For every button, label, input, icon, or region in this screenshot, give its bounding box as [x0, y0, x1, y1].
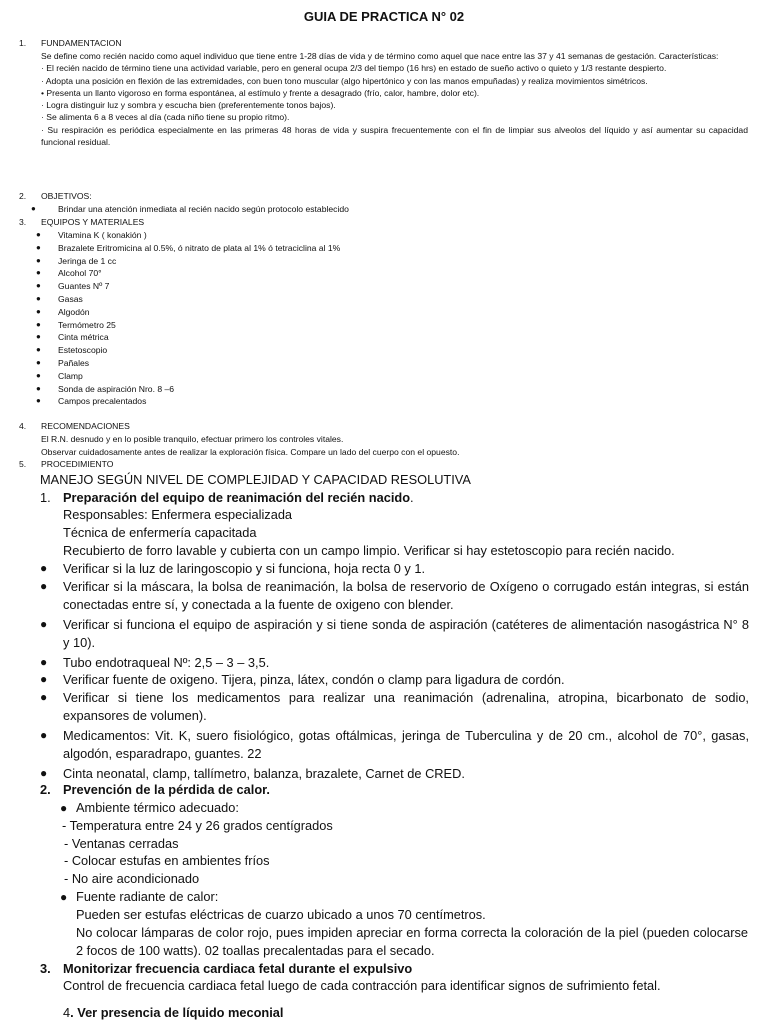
bullet-icon: ● [36, 396, 41, 406]
bullet-icon: ● [31, 204, 36, 213]
material-item: Gasas [58, 294, 83, 304]
bullet-icon: ● [36, 345, 41, 355]
definition-text: Se define como recién nacido como aquel individuo que tiene entre 1-28 días de vida y de término como aquel que nace entre las 37 y 41 semanas de gestación. Características: [41, 51, 719, 61]
bullet-icon: ● [36, 255, 41, 265]
bullet-icon: ● [40, 690, 48, 704]
bullet-icon: ● [36, 230, 41, 239]
material-item: Brazalete Eritromicina al 0.5%, ó nitrato de plata al 1% ó tetraciclina al 1% [58, 242, 341, 253]
bullet-icon: ● [40, 655, 48, 669]
tecnica-line: Técnica de enfermería capacitada [63, 525, 257, 540]
no-ac-line: - No aire acondicionado [64, 871, 200, 886]
item-2-number: 2. [40, 782, 51, 797]
bullet-icon: ● [36, 268, 41, 278]
objective-item: Brindar una atención inmediata al recién nacido según protocolo establecido [58, 204, 349, 214]
bullet-icon: ● [40, 728, 48, 742]
bullet-icon: ● [60, 890, 68, 904]
bullet-icon: ● [60, 801, 68, 815]
bullet-icon: ● [36, 242, 41, 252]
item-1-number: 1. [40, 490, 51, 505]
item-3-text: Control de frecuencia cardiaca fetal luego de cada contracción para identificar signos de sufrimiento fetal. [63, 978, 661, 993]
recommendation-line-1: El R.N. desnudo y en lo posible tranquilo, efectuar primero los controles vitales. [41, 434, 344, 444]
red-lamps-line: No colocar lámparas de color rojo, pues impiden apreciar en forma correcta la coloración de la piel (pueden colocarse 2 focos de 100 watts). 02 toallas precalentadas para el secado. [76, 925, 748, 958]
material-item: Campos precalentados [58, 396, 147, 407]
windows-line: - Ventanas cerradas [64, 836, 179, 851]
bullet-icon: ● [40, 579, 48, 593]
bullet-icon: ● [36, 383, 41, 393]
material-item: Alcohol 70° [58, 268, 102, 279]
page-title: GUIA DE PRACTICA N° 02 [303, 9, 465, 24]
radiant-heat-source: Fuente radiante de calor: [76, 889, 219, 904]
characteristic-cry: • Presenta un llanto vigoroso en forma espontánea, al estímulo y frente a desagrado (frío, calor, hambre, dolor etc). [41, 87, 480, 98]
section-1-heading: FUNDAMENTACION [41, 38, 122, 48]
heaters-line: - Colocar estufas en ambientes fríos [64, 853, 270, 868]
temperature-line: - Temperatura entre 24 y 26 grados centígrados [62, 818, 333, 833]
item-3-title: Monitorizar frecuencia cardiaca fetal durante el expulsivo [63, 961, 413, 976]
medications-list: Medicamentos: Vit. K, suero fisiológico, gotas oftálmicas, jeringa de Tuberculina y de 20 cm., alcohol de 70°, gasas, algodón, esparadrapo, guantes. 22 [63, 728, 749, 761]
section-4-number: 4. [19, 421, 27, 431]
material-item: Jeringa de 1 cc [58, 255, 117, 266]
item-2-title: Prevención de la pérdida de calor. [63, 782, 270, 797]
recubierto-line: Recubierto de forro lavable y cubierta con un campo limpio. Verificar si hay estetoscopio para recién nacido. [63, 543, 675, 558]
section-1-paragraph [41, 50, 748, 148]
characteristic-feeding: · Se alimenta 6 a 8 veces al día (cada niño tiene su propio ritmo). [41, 112, 290, 123]
check-aspiration: Verificar si funciona el equipo de aspiración y si tiene sonda de aspiración (catéteres de alimentación nasogástrica N° 8 y 10). [63, 617, 749, 650]
bullet-icon: ● [40, 617, 48, 631]
material-item: Termómetro 25 [58, 319, 116, 330]
characteristic-vision: · Logra distinguir luz y sombra y escucha bien (preferentemente tonos bajos). [41, 100, 336, 111]
item-3-number: 3. [40, 961, 51, 976]
material-item: Clamp [58, 370, 83, 381]
procedure-subheading: MANEJO SEGÚN NIVEL DE COMPLEJIDAD Y CAPACIDAD RESOLUTIVA [40, 472, 471, 487]
bullet-icon: ● [36, 319, 41, 329]
item-1-title: Preparación del equipo de reanimación del recién nacido. [63, 490, 414, 505]
section-1-number: 1. [19, 38, 27, 48]
bullet-icon: ● [36, 294, 41, 303]
material-item: Guantes Nº 7 [58, 281, 110, 292]
section-5-heading: PROCEDIMIENTO [41, 459, 114, 469]
characteristic-breathing: · Su respiración es periódica especialmente en las primeras 48 horas de vida y suspira frecuentemente con el fin de limpiar sus alveolos del líquido y así aumentar su capacidad funcional residual. [41, 124, 748, 148]
section-5-number: 5. [19, 459, 27, 469]
bullet-icon: ● [36, 332, 41, 342]
material-item: Cinta métrica [58, 332, 109, 343]
material-item: Estetoscopio [58, 345, 108, 356]
material-item: Sonda de aspiración Nro. 8 –6 [58, 383, 175, 394]
bullet-icon: ● [36, 281, 41, 291]
material-item: Algodón [58, 306, 90, 317]
section-2-number: 2. [19, 191, 27, 201]
check-mask: Verificar si la máscara, la bolsa de reanimación, la bolsa de reservorio de Oxígeno o corrugado están integras, si están conectadas entre sí, y conectada a la fuente de oxigeno con blender. [63, 579, 749, 612]
check-medications: Verificar si tiene los medicamentos para realizar una reanimación (adrenalina, atropina, bicarbonato de sodio, expansores de volumen). [63, 690, 749, 723]
item-4-title: 4. Ver presencia de líquido meconial [63, 1005, 284, 1020]
recommendation-line-2: Observar cuidadosamente antes de realizar la exploración física. Compare un lado del cuerpo con el opuesto. [41, 447, 460, 457]
bullet-icon: ● [40, 672, 48, 686]
endotracheal-tube: Tubo endotraqueal Nº: 2,5 – 3 – 3,5. [63, 655, 270, 670]
bullet-icon: ● [36, 358, 41, 367]
bullet-icon: ● [36, 370, 41, 380]
check-oxygen: Verificar fuente de oxigeno. Tijera, pinza, látex, condón o clamp para ligadura de cordón. [63, 672, 565, 687]
material-item: Vitamina K ( konakión ) [58, 230, 147, 240]
thermal-environment: Ambiente térmico adecuado: [76, 800, 239, 815]
section-3-number: 3. [19, 217, 27, 227]
responsables-line: Responsables: Enfermera especializada [63, 507, 293, 522]
characteristic-posture: · Adopta una posición en flexión de las extremidades, con buen tono muscular (algo hipertónico y con las manos empuñadas) y realiza movimientos simétricos. [41, 75, 648, 86]
quartz-heaters-line: Pueden ser estufas eléctricas de cuarzo ubicado a unos 70 centímetros. [76, 907, 486, 922]
supplies-list: Cinta neonatal, clamp, tallímetro, balanza, brazalete, Carnet de CRED. [63, 766, 465, 781]
bullet-icon: ● [40, 561, 48, 575]
section-4-heading: RECOMENDACIONES [41, 421, 130, 431]
material-item: Pañales [58, 358, 90, 368]
characteristic-activity: · El recién nacido de término tiene una actividad variable, pero en general ocupa 2/3 del tiempo (16 hrs) en estado de sueño activo o quieto y 1/3 restante despierto. [41, 63, 667, 74]
section-3-heading: EQUIPOS Y MATERIALES [41, 217, 145, 227]
check-laryngoscope: Verificar si la luz de laringoscopio y si funciona, hoja recta 0 y 1. [63, 561, 426, 576]
bullet-icon: ● [36, 306, 41, 316]
section-2-heading: OBJETIVOS: [41, 191, 92, 201]
bullet-icon: ● [40, 766, 48, 780]
